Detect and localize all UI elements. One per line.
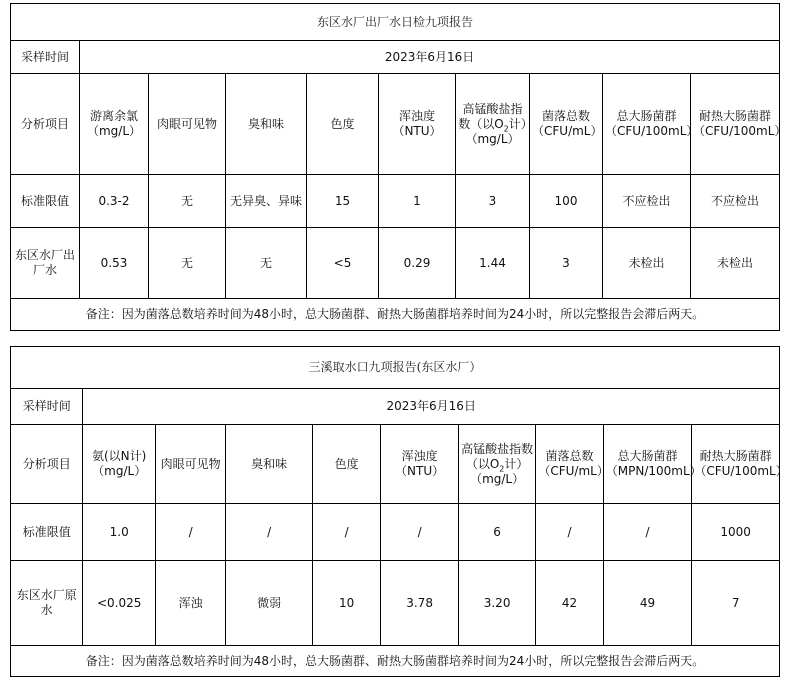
header-turbidity: 浑浊度（NTU） [379, 74, 456, 175]
report-table-2 [10, 346, 788, 677]
table-cell: 1.44 [456, 228, 530, 299]
table-cell: 未检出 [603, 228, 691, 299]
table-cell: 10 [312, 561, 380, 646]
header-odor-taste: 臭和味 [226, 74, 307, 175]
header-analysis-item: 分析项目 [11, 425, 83, 504]
header-odor-taste: 臭和味 [226, 425, 313, 504]
sampling-date: 2023年6月16日 [80, 41, 780, 74]
table-cell: 3 [456, 175, 530, 228]
sampling-date: 2023年6月16日 [83, 389, 780, 425]
table-cell: 微弱 [226, 561, 313, 646]
report-title: 东区水厂出厂水日检九项报告 [11, 4, 780, 41]
table-cell: 15 [307, 175, 379, 228]
sample-row [11, 228, 780, 299]
table-cell: 3.20 [458, 561, 536, 646]
header-turbidity: 浑浊度（NTU） [381, 425, 459, 504]
header-visible-matter: 肉眼可见物 [155, 425, 225, 504]
table-cell: 6 [458, 504, 536, 561]
table-cell: 1.0 [83, 504, 155, 561]
header-colony-count: 菌落总数（CFU/mL） [530, 74, 603, 175]
header-visible-matter: 肉眼可见物 [149, 74, 226, 175]
report-note: 备注：因为菌落总数培养时间为48小时，总大肠菌群、耐热大肠菌群培养时间为24小时，所以完整报告会滞后两天。 [11, 299, 780, 331]
header-total-coliforms: 总大肠菌群（MPN/100mL） [603, 425, 692, 504]
header-thermotolerant-coliforms: 耐热大肠菌群（CFU/100mL） [692, 425, 780, 504]
table-cell: / [536, 504, 603, 561]
table-cell: / [226, 504, 313, 561]
table-cell: 49 [603, 561, 692, 646]
sampling-time-label: 采样时间 [11, 389, 83, 425]
header-color: 色度 [307, 74, 379, 175]
table-cell: 浑浊 [155, 561, 225, 646]
header-colony-count: 菌落总数（CFU/mL） [536, 425, 603, 504]
header-thermotolerant-coliforms: 耐热大肠菌群（CFU/100mL） [691, 74, 780, 175]
header-permanganate-index: 高锰酸盐指数（以$O_2$计）（mg/L） [456, 74, 530, 175]
table-cell: 无异臭、异味 [226, 175, 307, 228]
table-cell: 无 [149, 175, 226, 228]
table-cell: 不应检出 [603, 175, 691, 228]
report-title: 三溪取水口九项报告(东区水厂） [11, 347, 780, 389]
standard-row [11, 175, 780, 228]
table-cell: 0.3-2 [80, 175, 149, 228]
table-cell: <0.025 [83, 561, 155, 646]
table-cell: 3 [530, 228, 603, 299]
table-cell: 0.29 [379, 228, 456, 299]
sample-row [11, 561, 780, 646]
table-cell: 7 [692, 561, 780, 646]
table-cell: / [155, 504, 225, 561]
standard-row [11, 504, 780, 561]
header-total-coliforms: 总大肠菌群（CFU/100mL） [603, 74, 691, 175]
table-cell: 无 [226, 228, 307, 299]
table-cell: 不应检出 [691, 175, 780, 228]
table-cell: 42 [536, 561, 603, 646]
table-cell: / [603, 504, 692, 561]
standard-label: 标准限值 [11, 175, 80, 228]
table-cell: 0.53 [80, 228, 149, 299]
sample-label: 东区水厂原水 [11, 561, 83, 646]
header-ammonia: 氨(以N计)（mg/L） [83, 425, 155, 504]
table-cell: 未检出 [691, 228, 780, 299]
table-cell: 无 [149, 228, 226, 299]
header-analysis-item: 分析项目 [11, 74, 80, 175]
table-cell: <5 [307, 228, 379, 299]
sample-label: 东区水厂出厂水 [11, 228, 80, 299]
sampling-time-label: 采样时间 [11, 41, 80, 74]
table-cell: / [381, 504, 459, 561]
table-cell: 1 [379, 175, 456, 228]
table-cell: / [312, 504, 380, 561]
table-cell: 3.78 [381, 561, 459, 646]
report-note: 备注：因为菌落总数培养时间为48小时，总大肠菌群、耐热大肠菌群培养时间为24小时，所以完整报告会滞后两天。 [11, 646, 780, 677]
header-permanganate-index: 高锰酸盐指数（以$O_2$计）（mg/L） [458, 425, 536, 504]
table-cell: 1000 [692, 504, 780, 561]
report-table-1 [10, 3, 787, 331]
header-free-chlorine: 游离余氯（mg/L） [80, 74, 149, 175]
table-cell: 100 [530, 175, 603, 228]
standard-label: 标准限值 [11, 504, 83, 561]
header-color: 色度 [312, 425, 380, 504]
